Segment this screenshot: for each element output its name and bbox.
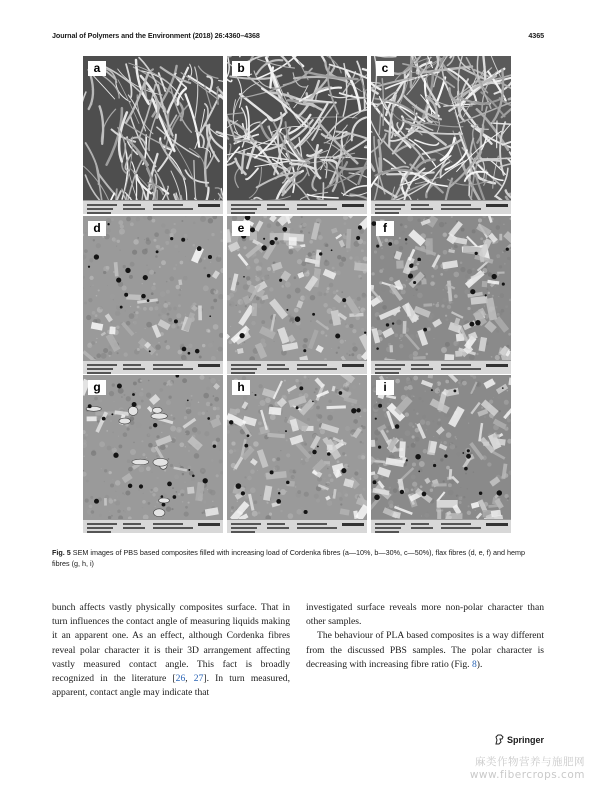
sem-info-bar-b — [227, 200, 367, 214]
watermark-line-1: 麻类作物营养与施肥网 — [475, 756, 585, 768]
panel-label-a: a — [88, 61, 106, 76]
sem-panel-g — [83, 375, 223, 533]
paragraph-text: The behaviour of PLA based composites is a way different from the discussed PBS samples. The polar character is decreasing with increasing fibre ratio (Fig. — [306, 630, 544, 670]
panel-label-f: f — [376, 221, 394, 236]
sem-panel-f — [371, 216, 511, 374]
watermark-line-2: www.fibercrops.com — [469, 769, 585, 781]
sem-image-i — [371, 375, 511, 519]
running-header-journal: Journal of Polymers and the Environment (2018) 26:4360–4368 — [52, 31, 260, 40]
paragraph-text: bunch affects vastly physically composites surface. That in turn influences the contact angle of measuring liquids making it an apparent one. As an effect, although Cordenka fibres reveal polar character it is their 3D arrangement affecting vastly measured contact angle. This fact is broadly recognized in the literature [ — [52, 602, 290, 685]
sem-image-d — [83, 216, 223, 360]
panel-label-b: b — [232, 61, 250, 76]
sem-info-bar-g — [83, 519, 223, 533]
citation-separator: , — [185, 673, 194, 685]
figure-caption — [52, 547, 544, 569]
sem-panel-h — [227, 375, 367, 533]
paragraph-text: ]. In turn measured, apparent, contact angle may indicate that — [52, 673, 290, 699]
paragraph — [52, 601, 290, 700]
panel-label-g: g — [88, 380, 106, 395]
panel-label-e: e — [232, 221, 250, 236]
body-column-right — [306, 601, 544, 672]
sem-image-f — [371, 216, 511, 360]
paragraph: investigated surface reveals more non-polar character than other samples. — [306, 602, 544, 628]
panel-label-h: h — [232, 380, 250, 395]
publisher-logo — [494, 734, 544, 745]
sem-panel-c — [371, 56, 511, 214]
sem-image-b — [227, 56, 367, 200]
body-column-left — [52, 601, 290, 700]
sem-info-bar-c — [371, 200, 511, 214]
figure-caption-text: SEM images of PBS based composites filled with increasing load of Cordenka fibres (a—10%, b—30%, c—50%), flax fibres (d, e, f) and hemp fibres (g, h, i) — [52, 548, 526, 568]
sem-image-g — [83, 375, 223, 519]
panel-label-d: d — [88, 221, 106, 236]
figure-caption-label: Fig. 5 — [52, 548, 71, 557]
sem-image-h — [227, 375, 367, 519]
sem-image-c — [371, 56, 511, 200]
sem-image-a — [83, 56, 223, 200]
figure-link-8[interactable]: 8 — [471, 658, 477, 670]
sem-info-bar-a — [83, 200, 223, 214]
citation-link-26[interactable]: 26 — [175, 673, 186, 685]
sem-panel-a — [83, 56, 223, 214]
sem-info-bar-h — [227, 519, 367, 533]
paragraph — [306, 629, 544, 672]
sem-info-bar-i — [371, 519, 511, 533]
panel-label-i: i — [376, 380, 394, 395]
publisher-name: Springer — [506, 734, 544, 745]
sem-panel-i — [371, 375, 511, 533]
springer-horse-icon — [494, 734, 504, 745]
sem-panel-d — [83, 216, 223, 374]
sem-info-bar-e — [227, 360, 367, 374]
sem-panel-b — [227, 56, 367, 214]
panel-label-c: c — [376, 61, 394, 76]
sem-panel-e — [227, 216, 367, 374]
sem-info-bar-d — [83, 360, 223, 374]
paragraph-text: ). — [476, 658, 483, 670]
citation-link-27[interactable]: 27 — [193, 673, 204, 685]
sem-info-bar-f — [371, 360, 511, 374]
watermark — [470, 756, 585, 782]
sem-image-e — [227, 216, 367, 360]
sem-figure-grid — [83, 56, 511, 533]
page-number: 4365 — [528, 31, 544, 40]
